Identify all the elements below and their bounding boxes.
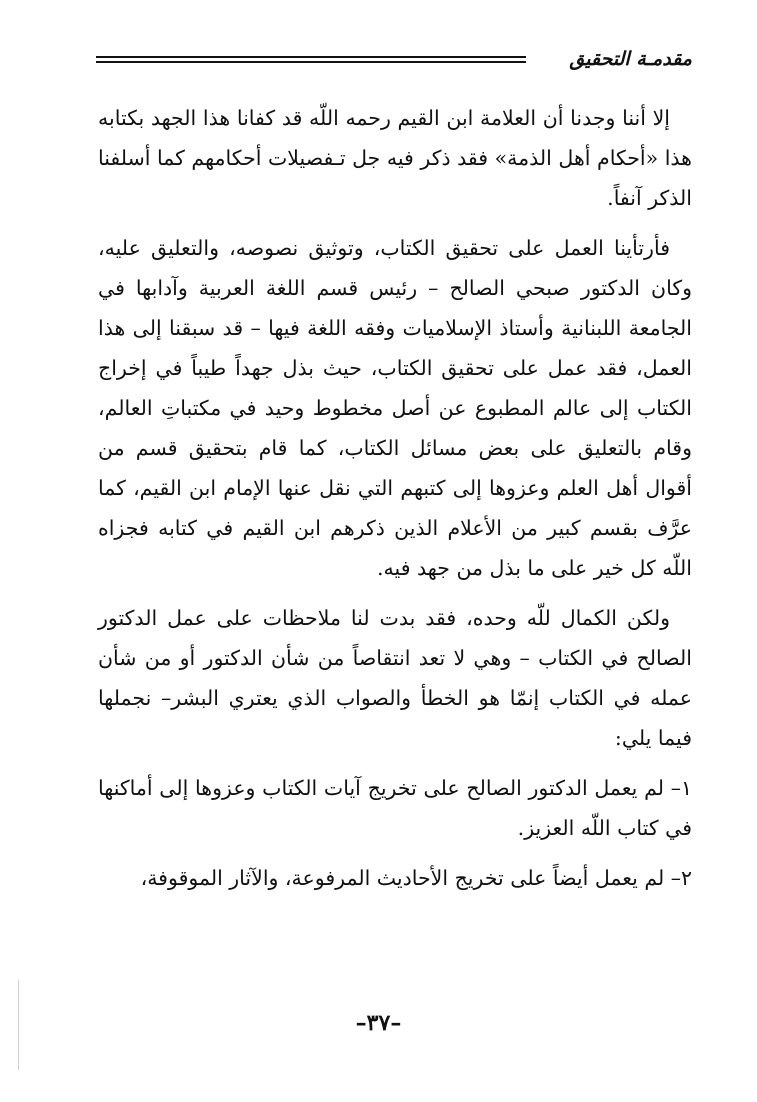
page-number: –٣٧–	[355, 1010, 402, 1036]
page-body	[98, 98, 692, 908]
header-title: مقدمـة التحقيق	[569, 48, 692, 70]
paragraph-intro: إلا أننا وجدنا أن العلامة ابن القيم رحمه اللّه قد كفانا هذا الجهد بكتابه هذا «أحكام أهل الذمة» فقد ذكر فيه جل تـفصيلات أحكامهم كما أسلفنا الذكر آنفاً.	[98, 106, 692, 210]
paragraph-previous-work: فأرتأينا العمل على تحقيق الكتاب، وتوثيق نصوصه، والتعليق عليه، وكان الدكتور صبحي الصالح – رئيس قسم اللغة العربية وآدابها في الجامعة اللبنانية وأستاذ الإسلاميات وفقه اللغة فيها – قد سبقنا إلى هذا العمل، فقد عمل على تحقيق الكتاب، حيث بذل جهداً طيباً في إخراج الكتاب إلى عالم المطبوع عن أصل مخطوط وحيد في مكتباتِ العالم، وقام بالتعليق على بعض مسائل الكتاب، كما قام بتحقيق قسم من أقوال أهل العلم وعزوها إلى كتبهم التي نقل عنها الإمام ابن القيم، كما عرَّف بقسم كبير من الأعلام الذين ذكرهم ابن القيم في كتابه فجزاه اللّه كل خير على ما بذل من جهد فيه.	[98, 236, 692, 580]
scan-edge-line	[18, 980, 19, 1070]
header-double-rule	[96, 56, 526, 63]
paragraph-observations: ولكن الكمال للّه وحده، فقد بدت لنا ملاحظات على عمل الدكتور الصالح في الكتاب – وهي لا تعد انتقاصاً من شأن الدكتور أو من شأن عمله في الكتاب إنمّا هو الخطأ والصواب الذي يعتري البشر– نجملها فيما يلي:	[98, 606, 692, 750]
running-header	[96, 42, 692, 76]
list-item-1: ١– لم يعمل الدكتور الصالح على تخريج آيات الكتاب وعزوها إلى أماكنها في كتاب اللّه العزيز.	[98, 776, 692, 840]
list-item-2: ٢– لم يعمل أيضاً على تخريج الأحاديث المرفوعة، والآثار الموقوفة،	[140, 866, 692, 890]
